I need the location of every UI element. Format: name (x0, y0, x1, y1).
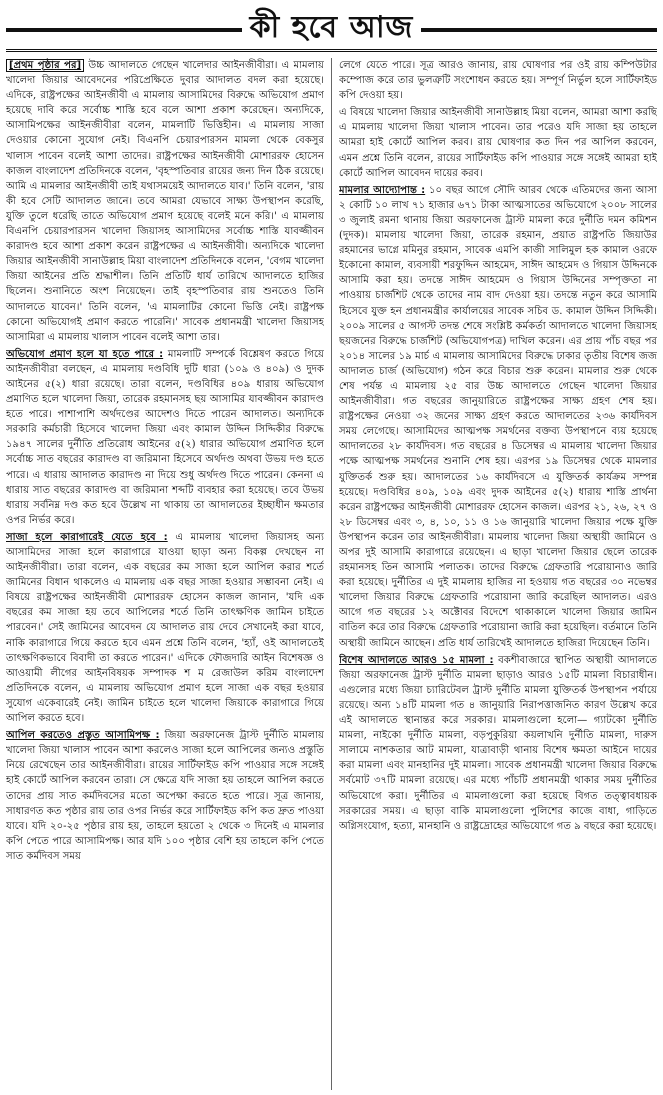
article-body (6, 58, 657, 1090)
page-header (6, 4, 657, 52)
paragraph-continuation (339, 58, 657, 103)
header-rule-right (421, 28, 657, 32)
subheading: মামলার আদ্যোপান্ত : (339, 184, 426, 196)
paragraph-text: বকশীবাজারে স্থাপিত অস্থায়ী আদালতে জিয়া অরফানেজ ট্রাস্ট দুর্নীতি মামলা ছাড়াও আরও ১৫টি মামলা বিচারাধীন। এগুলোর মধ্যে জিয়া চ্যারিটেবল ট্রাস্ট দুর্নীতি মামলা যুক্তিতর্ক উপস্থাপন পর্যায়ে রয়েছে। অন্য ১৪টি মামলা গত ৪ জানুয়ারি নিরাপত্তাজনিত কারণ উল্লেখ করে এই আদালতে স্থানান্তর করে সরকার। মামলাগুলো হলো— গ্যাটকো দুর্নীতি মামলা, নাইকো দুর্নীতি মামলা, বড়পুকুরিয়া কয়লাখনি দুর্নীতি মামলা, দারুস সালামে নাশকতার আট মামলা, যাত্রাবাড়ী থানায় বিশেষ ক্ষমতা আইনে দায়ের করা মামলা এবং মানহানির দুই মামলা। সাবেক প্রধানমন্ত্রী খালেদা জিয়ার বিরুদ্ধে সর্বমোট ৩৭টি মামলা রয়েছে। এর মধ্যে পাঁচটি প্রধানমন্ত্রী থাকার সময় দুর্নীতির অভিযোগে করা। দুর্নীতির এ মামলাগুলো করা হয়েছে বিগত তত্ত্বাবধায়ক সরকারের সময়। এ ছাড়া বাকি মামলাগুলো পুলিশের কাজে বাধা, গাড়িতে অগ্নিসংযোগ, হত্যা, মানহানি ও রাষ্ট্রদ্রোহের অভিযোগে গত ৯ বছরে করা হয়েছে। (339, 654, 657, 832)
paragraph-text: জিয়া অরফানেজ ট্রাস্ট দুর্নীতি মামলায় খালেদা জিয়া খালাস পাবেন আশা করলেও সাজা হলে আপিলের জন্যও প্রস্তুতি নিয়ে রেখেছেন তার আইনজীবীরা। রায়ের সার্টিফাইড কপি পাওয়ার সঙ্গে সঙ্গেই হাই কোর্টে আপিল করবেন তারা। সে ক্ষেত্রে যদি সাজা হয় তাহলে আপিল করতে তাদের প্রায় সাত কর্মদিবসের মতো অপেক্ষা করতে হতে পারে। সূত্র জানায়, সাধারণত কত পৃষ্ঠার রায় তার ওপর নির্ভর করে সার্টিফাইড কপি কত দ্রুত পাওয়া যাবে। যদি ২০-২৫ পৃষ্ঠার রায় হয়, তাহলে হয়তো ২ থেকে ৩ দিনেই এ মামলার কপি পেতে পারে আসামিপক্ষ। আর যদি ১০০ পৃষ্ঠার বেশি হয় তাহলে কপি পেতে সাত কর্মদিবস সময় (6, 730, 324, 862)
paragraph-jail (6, 530, 324, 726)
paragraph-continued (6, 58, 324, 345)
paragraph-if-proven (6, 347, 324, 528)
subheading: আপিল করতেও প্রস্তুত আসামিপক্ষ : (6, 730, 160, 742)
left-column (6, 58, 324, 1090)
right-column (339, 58, 657, 1090)
paragraph-text: এ বিষয়ে খালেদা জিয়ার আইনজীবী সানাউল্লাহ মিয়া বলেন, আমরা আশা করছি এ মামলায় খালেদা জিয়া খালাস পাবেন। তার পরেও যদি সাজা হয় তাহলে আমরা হাই কোর্টে আপিল করব। রায় ঘোষণার কত দিন পর আপিল করবেন, এমন প্রশ্নে তিনি বলেন, রায়ের সার্টিফাইড কপি পাওয়ার সঙ্গে সঙ্গেই আমরা হাই কোর্টে আপিল আবেদন দায়ের করব। (339, 107, 657, 179)
column-divider (331, 58, 332, 1090)
subheading: বিশেষ আদালতে আরও ১৫ মামলা : (339, 654, 494, 666)
subheading: অভিযোগ প্রমাণ হলে যা হতে পারে : (6, 348, 164, 360)
paragraph-other-cases (339, 653, 657, 834)
paragraph-text: ১০ বছর আগে সৌদি আরব থেকে এতিমদের জন্য আসা ২ কোটি ১০ লাখ ৭১ হাজার ৬৭১ টাকা আত্মসাতের অভিযোগে ২০০৮ সালের ৩ জুলাই রমনা থানায় জিয়া অরফানেজ ট্রাস্ট মামলা করে দুর্নীতি দমন কমিশন (দুদক)। মামলায় খালেদা জিয়া, তারেক রহমান, প্রয়াত রাষ্ট্রপতি জিয়াউর রহমানের ভাগ্নে মমিনুর রহমান, সাবেক এমপি কাজী সালিমুল হক কামাল ওরফে ইকোনো কামাল, ব্যবসায়ী শরফুদ্দিন আহমেদ, সাঈদ আহমেদ ও গিয়াস উদ্দিনকে আসামি করা হয়। তদন্তে সাঈদ আহমেদ ও গিয়াস উদ্দিনের সম্পৃক্ততা না পাওয়ায় চার্জশিট থেকে তাদের নাম বাদ দেওয়া হয়। তদন্তে নতুন করে আসামি হিসেবে যুক্ত হন প্রধানমন্ত্রীর কার্যালয়ের সাবেক সচিব ড. কামাল উদ্দিন সিদ্দিকী। ২০০৯ সালের ৫ আগস্ট তদন্ত শেষে সংশ্লিষ্ট কর্মকর্তা আদালতে খালেদা জিয়াসহ ছয়জনের বিরুদ্ধে চার্জশিট (অভিযোগপত্র) দাখিল করেন। এর প্রায় পাঁচ বছর পর ২০১৪ সালের ১৯ মার্চ এ মামলায় আসামিদের বিরুদ্ধে ঢাকার তৃতীয় বিশেষ জজ আদালত চার্জ (অভিযোগ) গঠন করে বিচার শুরু করেন। মামলার শুরু থেকে শেষ পর্যন্ত এ মামলায় ২৫ বার উচ্চ আদালতে গেছেন খালেদা জিয়ার আইনজীবীরা। গত বছরের জানুয়ারিতে রাষ্ট্রপক্ষের সাক্ষ্য গ্রহণ শেষ হয়। রাষ্ট্রপক্ষের নেওয়া ৩২ জনের সাক্ষ্য গ্রহণ করতে আদালতের ২৩৬ কার্যদিবস সময় লেগেছে। আসামিদের আত্মপক্ষ সমর্থনের বক্তব্য উপস্থাপনে ব্যয় হয়েছে আদালতের ২৮ কার্যদিবস। গত বছরের ৪ ডিসেম্বর এ মামলায় খালেদা জিয়ার পক্ষে আত্মপক্ষ সমর্থনের শুনানি শেষ হয়। এরপর ১৯ ডিসেম্বর থেকে মামলার যুক্তিতর্ক শুরু হয়। আদালতের ১৬ কার্যদিবসে এ যুক্তিতর্ক কার্যক্রম সম্পন্ন হয়েছে। দণ্ডবিধির ৪০৯, ১০৯ এবং দুদক আইনের ৫(২) ধারায় শাস্তি প্রার্থনা করেন রাষ্ট্রপক্ষের আইনজীবী মোশাররফ হোসেন কাজল। এরপর ২১, ২৬, ২৭ ও ২৮ ডিসেম্বর এবং ৩, ৪, ১০, ১১ ও ১৬ জানুয়ারি খালেদা জিয়ার পক্ষে যুক্তি উপস্থাপন করেন তার আইনজীবীরা। মামলায় খালেদা জিয়া অস্থায়ী জামিনে ও অপর দুই আসামি কারাগারে রয়েছেন। এ ছাড়া খালেদা জিয়ার ছেলে তারেক রহমানসহ তিন আসামি পলাতক। তাদের বিরুদ্ধে গ্রেফতারি পরোয়ানাও জারি করা হয়েছে। দুর্নীতির এ দুই মামলায় হাজির না হওয়ায় গত বছরের ৩০ নভেম্বর খালেদা জিয়ার বিরুদ্ধে গ্রেফতারি পরোয়ানা জারি করেছিল আদালত। এরও আগে গত বছরের ১২ অক্টোবর বিদেশে থাকাকালে খালেদা জিয়ার জামিন বাতিল করে তার বিরুদ্ধে গ্রেফতারি পরোয়ানা জারি করা হয়েছিল। বর্তমানে তিনি অস্থায়ী জামিনে আছেন। প্রতি ধার্য তারিখেই আদালতে হাজিরা দিয়েছেন তিনি। (339, 184, 657, 649)
headline: কী হবে আজ (249, 10, 414, 45)
paragraph-text: মামলাটি সম্পর্কে বিশ্লেষণ করতে গিয়ে আইনজীবীরা বলছেন, এ মামলায় দণ্ডবিধি দুটি ধারা (১০৯ ও ৪০৯) ও দুদক আইনের ৫(২) ধারা রয়েছে। তারা বলেন, দণ্ডবিধির ৪০৯ ধারায় অভিযোগ প্রমাণিত হলে খালেদা জিয়া, তারেক রহমানসহ ছয় আসামির যাবজ্জীবন কারাদণ্ড হতে পারে। পাশাপাশি অর্থদণ্ডের আদেশও দিতে পারেন আদালত। অন্যদিকে সরকারি কর্মচারী হিসেবে খালেদা জিয়া এবং কামাল উদ্দিন সিদ্দিকীর বিরুদ্ধে ১৯৪৭ সালের দুর্নীতি প্রতিরোধ আইনের ৫(২) ধারার অভিযোগ প্রমাণিত হলে সর্বোচ্চ সাত বছরের কারাদণ্ড বা জরিমানা হিসেবে অর্থদণ্ড অথবা উভয় দণ্ড হতে পারে। এ ধারায় আদালত কারাদণ্ড না দিয়ে শুধু অর্থদণ্ড দিতে পারেন। কেননা এ ধারায় সাত বছরের কারাদণ্ড বা জরিমানা শব্দটি ব্যবহার করা হয়েছে। তবে উভয় ধারায় সর্বনিম্ন দণ্ড কত হবে উল্লেখ না থাকায় তা আদালতের ইচ্ছাধীন ক্ষমতার ওপর নির্ভর করে। (6, 348, 324, 526)
paragraph-text: এ মামলায় খালেদা জিয়াসহ অন্য আসামিদের সাজা হলে কারাগারে যাওয়া ছাড়া অন্য বিকল্প দেখছেন না আইনজীবীরা। তারা বলেন, এক বছরের কম সাজা হলে আপিল করার শর্তে জামিনের বিধান থাকলেও এ মামলায় এক বছর সাজা হওয়ার সম্ভাবনা নেই। এ বিষয়ে রাষ্ট্রপক্ষের আইনজীবী মোশাররফ হোসেন কাজল জানান, 'যদি এক বছরের কম সাজা হয় তবে আপিলের শর্তে তিনি তাৎক্ষণিক জামিন চাইতে পারবেন।' সেই জামিনের আবেদন যে আদালত রায় দেবে সেখানেই করা যাবে, নাকি কারাগারে গিয়ে করতে হবে এমন প্রশ্নে তিনি বলেন, 'হ্যাঁ, ওই আদালতেই তাৎক্ষণিকভাবে বিবাদী তা করতে পারেন।' এদিকে ফৌজদারি আইন বিশেষজ্ঞ ও আওয়ামী লীগের আইনবিষয়ক সম্পাদক শ ম রেজাউল করিম বাংলাদেশ প্রতিদিনকে বলেন, এ মামলায় অভিযোগ প্রমাণ হলে সাজা এক বছর হওয়ার সুযোগ একেবারেই নেই। জামিন চাইতে হলে খালেদা জিয়াকে কারাগারে গিয়ে আপিল করতে হবে। (6, 531, 324, 725)
header-rule-left (6, 28, 242, 32)
paragraph-text: উচ্চ আদালতে গেছেন খালেদার আইনজীবীরা। এ মামলায় খালেদা জিয়ার আবেদনের পরিপ্রেক্ষিতে দুবার আদালত বদল করা হয়েছে। এদিকে, রাষ্ট্রপক্ষের আইনজীবী এ মামলায় আসামিদের বিরুদ্ধে অভিযোগ প্রমাণ হয়েছে দাবি করে সর্বোচ্চ শাস্তি হবে বলে আশা প্রকাশ করেছেন। অন্যদিকে, আসামিপক্ষের আইনজীবীরা বলেন, মামলাটি ভিত্তিহীন। এ মামলায় সাজা দেওয়ার কোনো সুযোগ নেই। বিএনপি চেয়ারপারসন মামলা থেকে বেকসুর খালাস পাবেন বলেই আশা তাদের। রাষ্ট্রপক্ষের আইনজীবী মোশাররফ হোসেন কাজল বাংলাদেশ প্রতিদিনকে বলেন, 'বৃহস্পতিবার রায়ের জন্য দিন ঠিক রয়েছে। আমি এ মামলার আইনজীবী তাই যথাসময়েই আদালতে যাব।' তিনি বলেন, 'রায় কী হবে সেটি আদালত জানে। তবে আমরা যেভাবে সাক্ষ্য উপস্থাপন করেছি, যুক্তি তুলে ধরেছি তাতে অভিযোগ প্রমাণ হয়েছে বলেই মনে করি।' এ মামলায় বিএনপি চেয়ারপারসন খালেদা জিয়াসহ আসামিদের সর্বোচ্চ শাস্তি যাবজ্জীবন কারাদণ্ড হবে আশা প্রকাশ করেন রাষ্ট্রপক্ষের এ আইনজীবী। অন্যদিকে খালেদা জিয়ার আইনজীবী সানাউল্লাহ মিয়া বাংলাদেশ প্রতিদিনকে বলেন, 'বেগম খালেদা জিয়া আইনের প্রতি শ্রদ্ধাশীল। তিনি প্রতিটি ধার্য তারিখে আদালতে হাজির ছিলেন। শুনানিতে অংশ নিয়েছেন। তাই বৃহস্পতিবার রায় শুনতেও তিনি আদালতে যাবেন।' তিনি বলেন, 'এ মামলাটির কোনো ভিত্তি নেই। রাষ্ট্রপক্ষ কোনো অভিযোগই প্রমাণ করতে পারেনি।' সাবেক প্রধানমন্ত্রী খালেদা জিয়াসহ আসামিরা এ মামলায় খালাস পাবেন বলেই আশা তার। (6, 60, 324, 343)
paragraph-case-history (339, 183, 657, 651)
paragraph-lawyer-quote (339, 105, 657, 180)
paragraph-appeal (6, 728, 324, 864)
subheading: সাজা হলে কারাগারেই যেতে হবে : (6, 531, 168, 543)
paragraph-text: লেগে যেতে পারে। সূত্র আরও জানায়, রায় ঘোষণার পর ওই রায় কম্পিউটার কম্পোজ করে তার ভুলত্রুটি সংশোধন করতে হয়। সম্পূর্ণ নির্ভুল হলে সার্টিফাইড কপি দেওয়া হয়। (339, 60, 657, 102)
continuation-label: [প্রথম পৃষ্ঠার পর] (6, 59, 84, 72)
